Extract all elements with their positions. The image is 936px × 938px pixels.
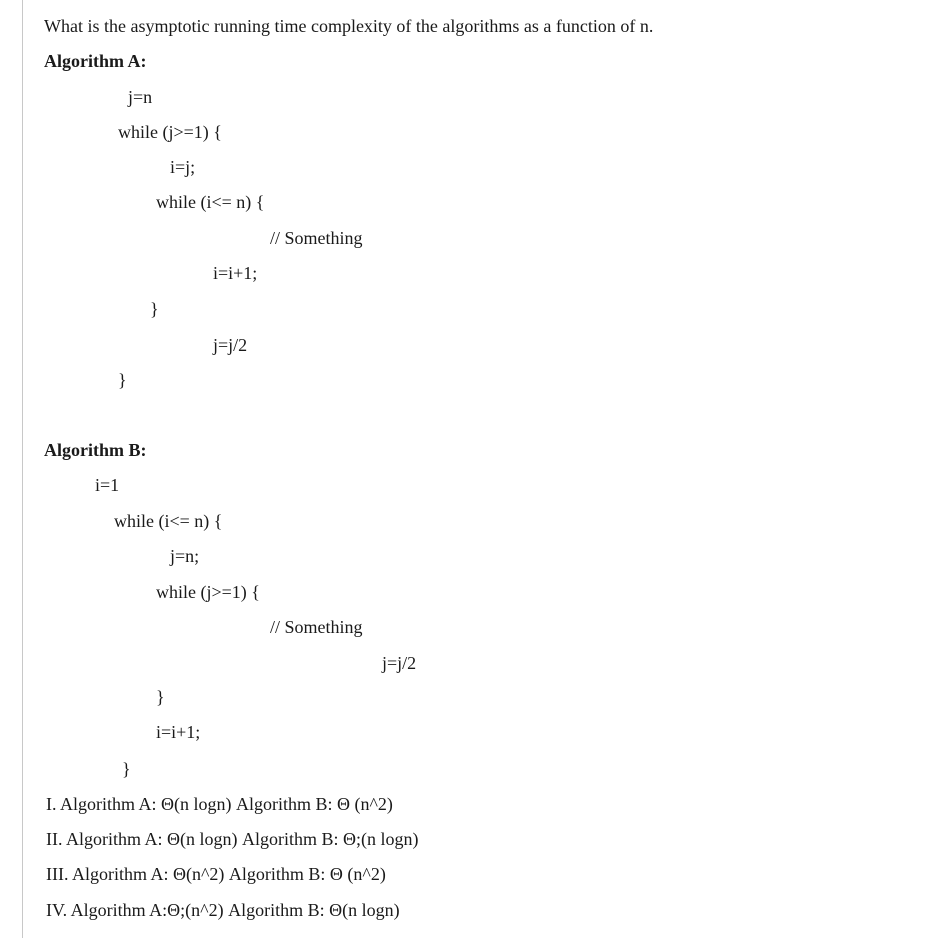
algorithm-a-heading: Algorithm A: [44, 51, 147, 71]
code-line: } [156, 687, 165, 707]
option-ii: II. Algorithm A: Θ(n logn) Algorithm B: Θ;(n logn) [46, 829, 419, 849]
algorithm-b-heading: Algorithm B: [44, 440, 147, 460]
code-line: i=i+1; [213, 263, 258, 283]
option-i: I. Algorithm A: Θ(n logn) Algorithm B: Θ (n^2) [46, 794, 393, 814]
code-line: j=j/2 [213, 335, 248, 355]
code-line: } [150, 299, 159, 319]
option-iii: III. Algorithm A: Θ(n^2) Algorithm B: Θ (n^2) [46, 864, 386, 884]
left-border [22, 0, 23, 938]
code-line: } [122, 759, 131, 779]
code-line: j=j/2 [382, 653, 417, 673]
question-text: What is the asymptotic running time complexity of the algorithms as a function of n. [44, 16, 654, 36]
code-comment: // Something [270, 617, 363, 637]
code-line: j=n; [170, 546, 200, 566]
code-line: } [118, 370, 127, 390]
code-line: while (i<= n) { [114, 511, 223, 531]
code-line: while (j>=1) { [156, 582, 260, 602]
code-line: i=j; [170, 157, 196, 177]
code-line: while (i<= n) { [156, 192, 265, 212]
code-line: i=i+1; [156, 722, 201, 742]
code-comment: // Something [270, 228, 363, 248]
option-iv: IV. Algorithm A:Θ;(n^2) Algorithm B: Θ(n logn) [46, 900, 400, 920]
code-line: j=n [128, 87, 153, 107]
code-line: i=1 [95, 475, 120, 495]
code-line: while (j>=1) { [118, 122, 222, 142]
